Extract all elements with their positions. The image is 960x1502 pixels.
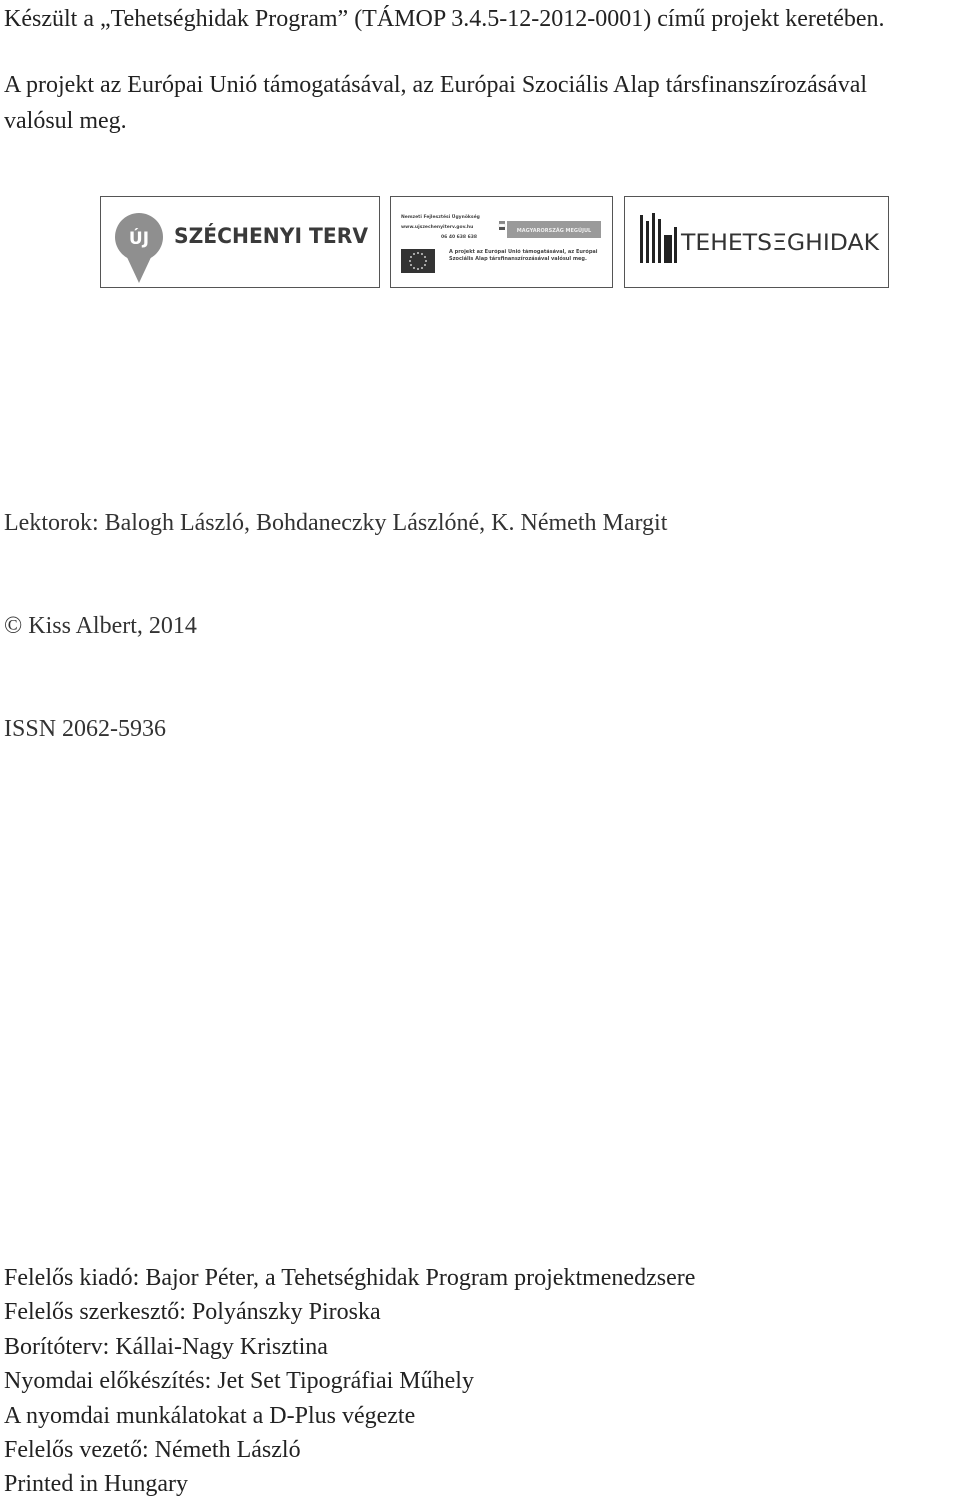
- credit-publisher: Felelős kiadó: Bajor Péter, a Tehetséghidak Program projektmenedzsere: [4, 1265, 696, 1291]
- hungarian-flag-icon: [499, 221, 505, 230]
- nfu-website-text: www.ujszechenyiterv.gov.hu: [401, 225, 474, 230]
- credit-editor: Felelős szerkesztő: Polyánszky Piroska: [4, 1299, 381, 1326]
- szechenyi-pin-text: ÚJ: [128, 229, 150, 249]
- szechenyi-wordmark: SZÉCHENYI TERV: [174, 224, 376, 248]
- szechenyi-terv-logo: [100, 196, 380, 288]
- eu-flag-icon: [401, 249, 435, 273]
- credit-cover-design: Borítóterv: Kállai-Nagy Krisztina: [4, 1333, 328, 1360]
- credit-manager: Felelős vezető: Németh László: [4, 1437, 301, 1464]
- tehetseghidak-logo: [624, 196, 889, 288]
- intro-line-2: A projekt az Európai Unió támogatásával, az Európai Szociális Alap társfinanszírozásával: [4, 72, 868, 98]
- copyright-line: © Kiss Albert, 2014: [4, 613, 197, 639]
- eu-support-logo: [390, 196, 613, 288]
- nfu-agency-text: Nemzeti Fejlesztési Ügynökség: [401, 215, 480, 220]
- nfu-phone-text: 06 40 638 638: [441, 235, 478, 240]
- szechenyi-pin-icon: [101, 197, 380, 288]
- issn-line: ISSN 2062-5936: [4, 716, 167, 742]
- credit-printing: A nyomdai munkálatokat a D-Plus végezte: [4, 1402, 416, 1429]
- tehetseghidak-bars-icon: [625, 197, 889, 288]
- credit-printed-in: Printed in Hungary: [4, 1471, 188, 1498]
- credit-typesetting: Nyomdai előkészítés: Jet Set Tipográfiai Műhely: [4, 1368, 474, 1395]
- tehetseghidak-wordmark: TEHETSΞGHIDAK: [679, 231, 880, 256]
- intro-line-3: valósul meg.: [4, 108, 127, 134]
- intro-line-1: Készült a „Tehetséghidak Program” (TÁMOP 3.4.5-12-2012-0001) című projekt keretében.: [4, 6, 885, 32]
- flag-caption-text: MAGYARORSZÁG MEGÚJUL: [516, 228, 592, 234]
- credits-list: [4, 1261, 695, 1502]
- lektorok-line: Lektorok: Balogh László, Bohdaneczky Lászlóné, K. Németh Margit: [4, 510, 668, 536]
- eu-note-text: A projekt az Európai Unió támogatásával, az Európai Szociális Alap társfinanszírozásával valósul meg.: [449, 249, 598, 262]
